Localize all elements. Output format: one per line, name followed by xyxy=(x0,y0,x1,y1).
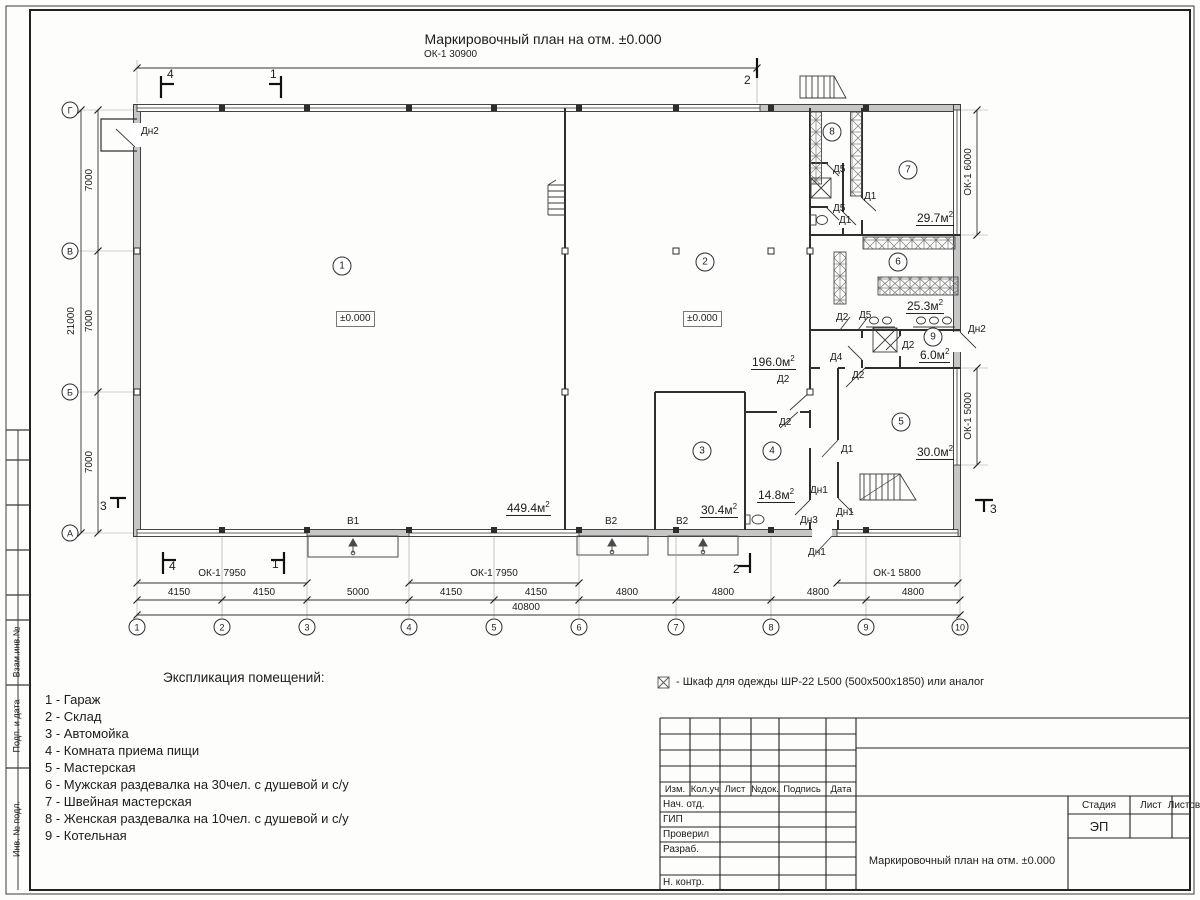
titleblock-row: Нач. отд. xyxy=(663,799,705,810)
door-label: Дн1 xyxy=(836,507,854,518)
dim-label: 7000 xyxy=(84,168,95,192)
room-number: 1 xyxy=(333,257,352,276)
door-label: Д5 xyxy=(833,203,846,214)
legend-item: 1 - Гараж xyxy=(45,692,101,707)
dim-label: 7000 xyxy=(84,309,95,333)
door-label: Д2 xyxy=(902,340,915,351)
legend-item: 6 - Мужская раздевалка на 30чел. с душевой и с/у xyxy=(45,777,349,792)
section-mark: 4 xyxy=(169,559,176,573)
axis-bubble: А xyxy=(62,525,79,542)
section-mark: 2 xyxy=(744,73,751,87)
door-label: Д2 xyxy=(852,370,865,381)
room-area xyxy=(906,299,944,314)
frame-label: Подп. и дата xyxy=(11,699,22,753)
section-mark: 4 xyxy=(167,67,174,81)
area-sup: 2 xyxy=(790,354,795,363)
area-sup: 2 xyxy=(732,502,738,511)
axis-bubble: Г xyxy=(62,102,79,119)
area-value: 25.3м xyxy=(907,299,939,313)
sheet-label: Лист xyxy=(1140,800,1162,811)
titleblock-row: Проверил xyxy=(663,829,710,840)
sheet-frame xyxy=(6,6,1194,894)
room-number: 7 xyxy=(899,161,918,180)
top-window-dim-label: ОК-1 30900 xyxy=(424,49,478,60)
area-value: 6.0м xyxy=(920,348,945,362)
door-label: Дн3 xyxy=(800,515,818,526)
legend-item: 8 - Женская раздевалка на 10чел. с душевой и с/у xyxy=(45,811,349,826)
gate-label: В2 xyxy=(676,516,689,527)
level-mark: ±0.000 xyxy=(336,311,375,327)
door-label: Дн2 xyxy=(141,126,159,137)
room-number: 4 xyxy=(763,442,782,461)
legend-item: 2 - Склад xyxy=(45,709,102,724)
door-label: Д2 xyxy=(836,312,849,323)
gate-label: В2 xyxy=(605,516,618,527)
dim-label: 4800 xyxy=(901,587,925,598)
gate-label: В1 xyxy=(347,516,360,527)
axis-bubble: 5 xyxy=(486,619,503,636)
axis-bubble: 10 xyxy=(952,619,969,636)
room-number: 3 xyxy=(693,442,712,461)
door-swings xyxy=(116,126,976,552)
titleblock-row: ГИП xyxy=(663,814,683,825)
axis-bubble: 4 xyxy=(401,619,418,636)
room-area xyxy=(751,355,796,370)
dim-label: 4150 xyxy=(252,587,276,598)
dim-label: 4150 xyxy=(439,587,463,598)
legend-item: 5 - Мастерская xyxy=(45,760,136,775)
window-dim-label: ОК-1 5800 xyxy=(873,568,921,579)
room-area xyxy=(506,501,551,516)
area-value: 29.7м xyxy=(917,211,949,225)
dim-total-label: 40800 xyxy=(512,602,540,613)
axis-bubble: 8 xyxy=(763,619,780,636)
room-number: 5 xyxy=(892,413,911,432)
area-sup: 2 xyxy=(938,298,944,307)
dim-label: 4800 xyxy=(806,587,830,598)
wardrobe-symbol-icon xyxy=(658,677,669,688)
room-number: 8 xyxy=(823,123,842,142)
section-mark: 1 xyxy=(270,67,277,81)
titleblock-col: Дата xyxy=(830,784,852,795)
window-dim-label: ОК-1 5000 xyxy=(963,392,974,440)
door-label: Д1 xyxy=(839,215,852,226)
area-value: 449.4м xyxy=(507,501,546,515)
door-label: Д1 xyxy=(841,444,854,455)
area-value: 14.8м xyxy=(758,488,790,502)
area-sup: 2 xyxy=(545,500,550,509)
door-label: Дн1 xyxy=(810,485,828,496)
level-mark: ±0.000 xyxy=(683,311,722,327)
window-dim-label: ОК-1 7950 xyxy=(198,568,246,579)
section-mark: 3 xyxy=(990,502,997,516)
area-value: 30.4м xyxy=(701,503,733,517)
entrance-porch xyxy=(101,119,137,151)
axis-bubble: 7 xyxy=(668,619,685,636)
door-label: Д2 xyxy=(779,417,792,428)
section-mark: 3 xyxy=(100,499,107,513)
area-value: 196.0м xyxy=(752,355,791,369)
titleblock-col: Лист xyxy=(724,784,746,795)
wardrobe-note: - Шкаф для одежды ШР-22 L500 (500х500х1850) или аналог xyxy=(676,676,985,688)
room-area xyxy=(916,211,954,226)
axis-bubble: 2 xyxy=(214,619,231,636)
room-area xyxy=(916,445,954,460)
axis-bubble: 6 xyxy=(571,619,588,636)
room-area xyxy=(700,503,738,518)
legend-item: 7 - Швейная мастерская xyxy=(45,794,192,809)
section-mark: 1 xyxy=(272,557,279,571)
axis-bubble: 9 xyxy=(858,619,875,636)
area-sup: 2 xyxy=(789,487,795,496)
legend-item: 3 - Автомойка xyxy=(45,726,129,741)
area-sup: 2 xyxy=(948,444,954,453)
gates xyxy=(308,536,738,557)
door-label: Дн1 xyxy=(808,547,826,558)
drawing-title: Маркировочный план на отм. ±0.000 xyxy=(424,31,662,47)
area-sup: 2 xyxy=(948,210,954,219)
frame-label: Взам.инв.№ xyxy=(11,626,22,678)
titleblock-doc-title: Маркировочный план на отм. ±0.000 xyxy=(868,855,1056,867)
axis-bubble: В xyxy=(62,243,79,260)
dim-total-label: 21000 xyxy=(66,307,77,335)
legend-item: 9 - Котельная xyxy=(45,828,127,843)
titleblock-col: Кол.уч xyxy=(690,784,720,795)
dim-label: 4150 xyxy=(524,587,548,598)
dim-label: 7000 xyxy=(84,450,95,474)
room-number: 2 xyxy=(696,253,715,272)
window-dim-label: ОК-1 6000 xyxy=(963,148,974,196)
room-area xyxy=(919,348,950,363)
door-label: Дн2 xyxy=(968,324,986,335)
window-dim-label: ОК-1 7950 xyxy=(470,568,518,579)
area-sup: 2 xyxy=(944,347,950,356)
door-label: Д1 xyxy=(864,191,877,202)
dim-label: 4800 xyxy=(615,587,639,598)
titleblock-row: Разраб. xyxy=(663,844,700,855)
door-label: Д5 xyxy=(833,164,846,175)
titleblock-col: Изм. xyxy=(664,784,686,795)
door-label: Д4 xyxy=(830,352,843,363)
area-value: 30.0м xyxy=(917,445,949,459)
room-number: 6 xyxy=(889,253,908,272)
stage-value: ЭП xyxy=(1089,819,1109,834)
axis-bubble: Б xyxy=(62,384,79,401)
dim-label: 4800 xyxy=(711,587,735,598)
room-area xyxy=(757,488,795,503)
legend-item: 4 - Комната приема пищи xyxy=(45,743,200,758)
door-label: Д5 xyxy=(859,310,872,321)
sheets-label: Листов xyxy=(1167,800,1200,811)
dim-label: 4150 xyxy=(167,587,191,598)
dim-label: 5000 xyxy=(346,587,370,598)
titleblock-col: №док. xyxy=(751,784,779,795)
room-number: 9 xyxy=(924,328,943,347)
frame-label: Инв. № подл. xyxy=(11,800,22,858)
legend-title: Экспликация помещений: xyxy=(163,670,325,685)
titleblock-row: Н. контр. xyxy=(663,877,705,888)
door-label: Д2 xyxy=(777,374,790,385)
axis-bubble: 1 xyxy=(129,619,146,636)
stage-label: Стадия xyxy=(1081,800,1117,811)
section-mark: 2 xyxy=(733,562,740,576)
axis-bubble: 3 xyxy=(299,619,316,636)
titleblock-col: Подпись xyxy=(783,784,821,795)
